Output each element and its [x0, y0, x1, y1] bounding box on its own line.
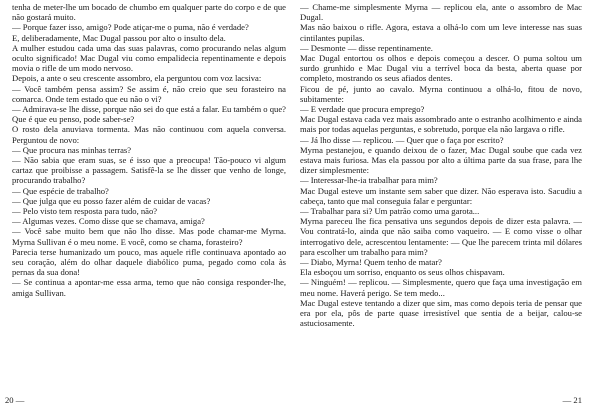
paragraph: — Que julga que eu posso fazer além de cuidar de vacas? [12, 195, 211, 206]
paragraph: O rosto dela anuviava tormenta. Mas não continuou com aquela conversa. Perguntou de novo: [12, 124, 286, 145]
paragraph: — Já lho disse — replicou. — Quer que o faça por escrito? [300, 134, 504, 145]
paragraph: Parecia terse humanizado um pouco, mas aquele rifle continuava apontado ao seu coração, além do olhar daquele diabólico puma, pegado como cola às pernas da sua dona! [12, 246, 286, 278]
paragraph: Mac Dugal esteve um instante sem saber que dizer. Não esperava isto. Sacudiu a cabeça, tanto que mal conseguia falar e perguntar: [300, 185, 582, 206]
right-page-number: — 21 [562, 395, 582, 405]
paragraph: — E verdade que procura emprego? [300, 104, 425, 115]
paragraph: Depois, a ante o seu crescente assombro, ela perguntou com voz lacsiva: [12, 73, 262, 84]
paragraph: — Ninguém! — replicou. — Simplesmente, quero que faça uma investigação em meu nome. Haverá perigo. Se tem medo... [300, 277, 582, 298]
paragraph: Ficou de pé, junto ao cavalo. Myrna continuou a olhá-lo, fitou de novo, subitamente: [300, 83, 582, 104]
paragraph: — Diabo, Myrna! Quem tenho de matar? [300, 257, 442, 268]
paragraph: — Algumas vezes. Como disse que se chamava, amiga? [12, 216, 205, 227]
paragraph: — Desmonte — disse repentinamente. [300, 42, 433, 53]
paragraph: — Porque fazer isso, amigo? Pode atiçar-me o puma, não é verdade? [12, 22, 249, 33]
paragraph: Myrna pestanejou, e quando deixou de o fazer, Mac Dugal soube que cada vez estava mais furiosa. Mas ela passou por alto a última parte da sua frase, para lhe dizer simplesmente: [300, 144, 582, 176]
paragraph: — Você também pensa assim? Se assim é, não creio que seu forasteiro na comarca. Onde tem estado que eu não o vi? [12, 83, 286, 104]
paragraph: — Não sabia que eram suas, se é isso que a preocupa! Tão-pouco vi algum cartaz que proibisse a passagem. Satisfê-la se lhe disser que venho de longe, procurando trabalho? [12, 155, 286, 186]
paragraph: — Chame-me simplesmente Myrna — replicou ela, ante o assombro de Mac Dugal. [300, 2, 582, 23]
paragraph: Mac Dugal estava cada vez mais assombrado ante o estranho acolhimento e ainda mais por todas aquelas perguntas, e sobretudo, porque ela não largava o rifle. [300, 114, 582, 135]
paragraph: — Interessar-lhe-ia trabalhar para mim? [300, 175, 438, 186]
paragraph: E, deliberadamente, Mac Dugal passou por alto o insulto dela. [12, 32, 226, 43]
paragraph: Mas não baixou o rifle. Agora, estava a olhá-lo com um leve interesse nas suas cintilantes pupilas. [300, 22, 582, 43]
paragraph: Mac Dugal entortou os olhos e depois começou a descer. O puma soltou um surdo grunhido e Mac Dugal viu a terrível boca da besta, aberta quase por completo, mostrando os seus afiados dentes. [300, 53, 582, 84]
paragraph: Myrna pareceu lhe fica pensativa uns segundos depois de dizer esta palavra. — Vou contratá-lo, ainda que não saiba como vaqueiro. — E como visse o olhar interrogativo dele, acrescentou lentamente: — Que lhe parecem trinta mil dólares para escolher um trabalho para mim? [300, 216, 582, 257]
paragraph: — Trabalhar para si? Um patrão como uma garota... [300, 206, 480, 217]
paragraph: — Se continua a apontar-me essa arma, temo que não consiga responder-lhe, amiga Sullivan. [12, 277, 286, 298]
paragraph: tenha de meter-lhe um bocado de chumbo em qualquer parte do corpo e de que não gostará muito. [12, 2, 286, 23]
left-page [12, 2, 286, 397]
right-page [300, 2, 582, 397]
paragraph: Mac Dugal esteve tentando a dizer que sim, mas como depois teria de pensar que era por ela, pôs de parte quase irresistível que sentia de a beijar, calou-se astuciosamente. [300, 297, 582, 329]
left-page-number: 20 — [5, 395, 25, 405]
paragraph: — Que procura nas minhas terras? [12, 144, 132, 155]
paragraph: — Pelo visto tem resposta para tudo, não? [12, 206, 158, 217]
paragraph: — Admirava-se lhe disse, porque não sei do que está a falar. Eu também o que? Que é que eu penso, pode saber-se? [12, 104, 286, 125]
paragraph: — Você sabe muito bem que não lho disse. Mas pode chamar-me Myrna. Myrna Sullivan é o meu nome. E você, como se chama, forasteiro? [12, 226, 286, 247]
paragraph: A mulher estudou cada uma das suas palavras, como procurando nelas algum oculto significado! Mac Dugal viu como empalidecia repentinamente e depois movia o rifle de um modo nervoso. [12, 42, 286, 74]
paragraph: — Que espécie de trabalho? [12, 185, 109, 196]
paragraph: Ela esboçou um sorriso, enquanto os seus olhos chispavam. [300, 267, 505, 278]
